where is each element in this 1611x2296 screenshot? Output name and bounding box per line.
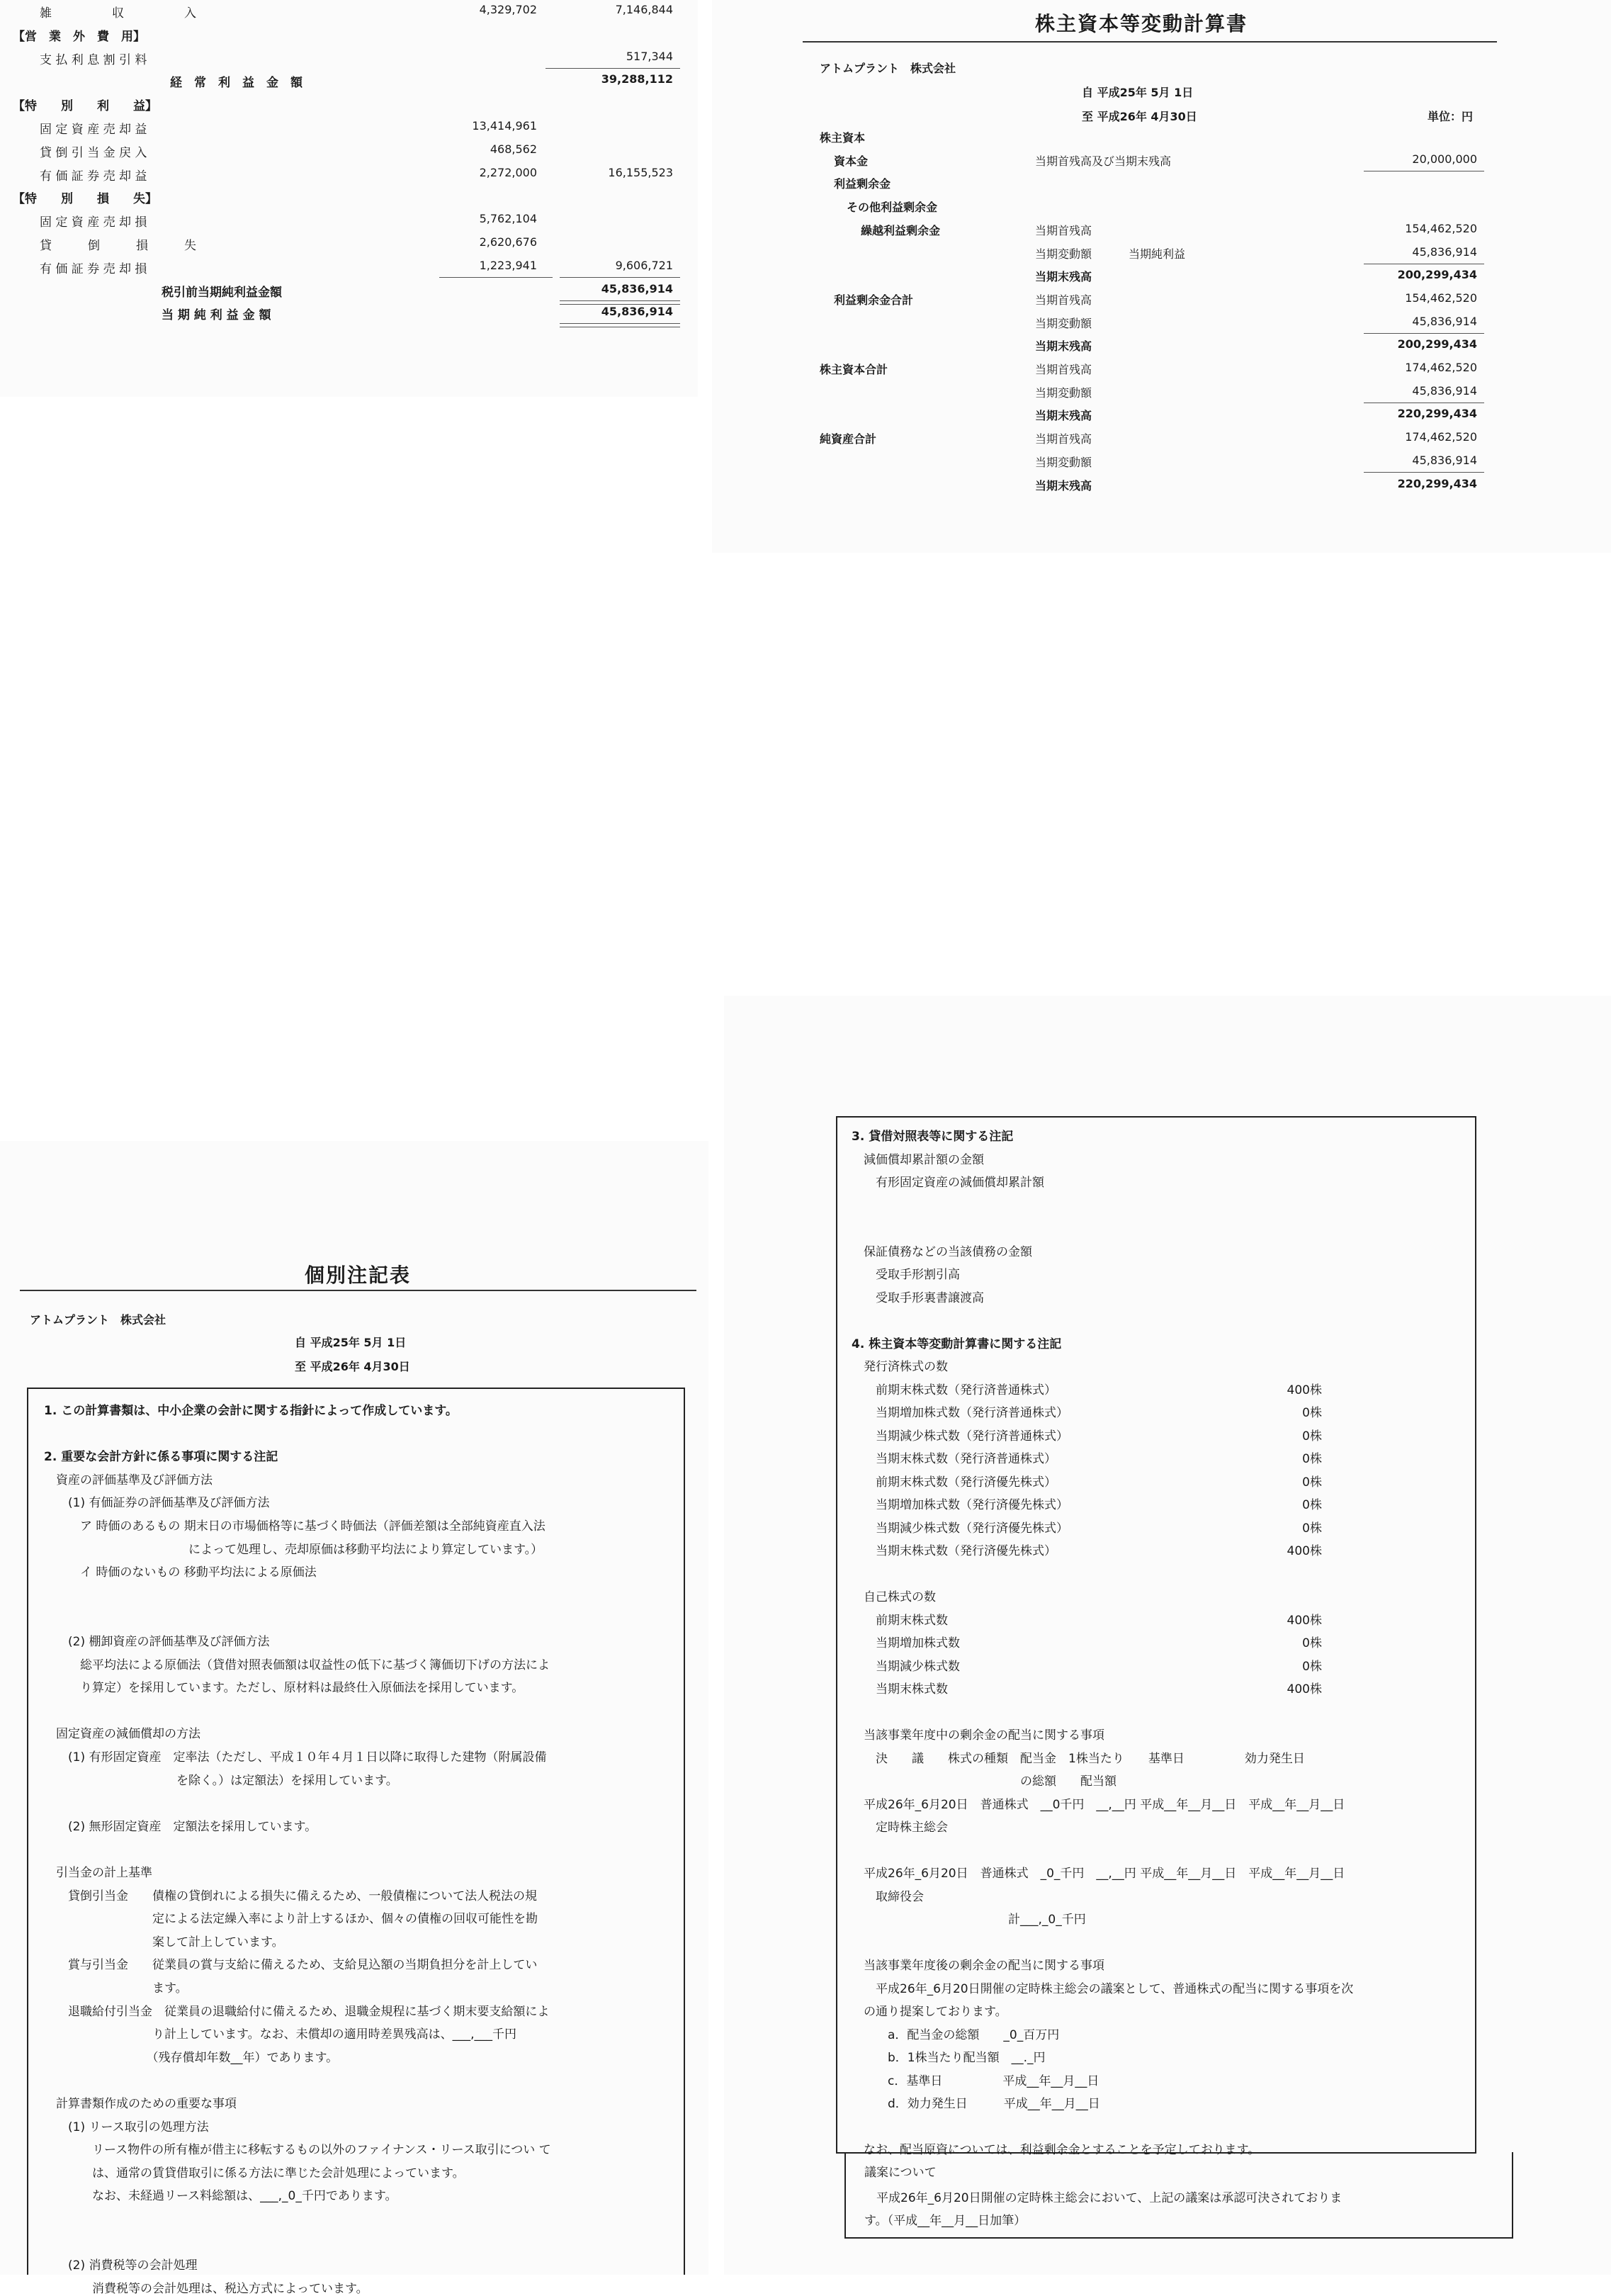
gikai-line-1: 平成26年_6月20日開催の定時株主総会において、上記の議案は承認可決されておりま [864,2191,1342,2205]
notes-continued-line: の通り提案しております。 [852,2005,1007,2019]
pl-label: 固 定 資 産 売 却 損 [40,215,147,230]
pl-label: 貸 倒 引 当 金 戻 入 [40,145,147,160]
notes-continued-line: 当該事業年度中の剰余金の配当に関する事項 [852,1728,1104,1743]
notes-continued-line: 当期増加株式数（発行済優先株式） [852,1498,1068,1512]
notes-line: 資産の評価基準及び評価方法 [44,1473,213,1487]
gikai-box [844,2152,1513,2239]
ss-value: 220,299,434 [1397,407,1477,421]
equity-statement-sheet [712,0,1611,553]
share-count: 0株 [1302,1521,1322,1536]
notes-line: り算定）を採用しています。ただし、原材料は最終仕入原価法を採用しています。 [44,1681,524,1696]
notes-line: (2) 無形固定資産 定額法を採用しています。 [44,1819,317,1834]
share-count: 0株 [1302,1475,1322,1490]
ss-column-label: 当期変動額 [1035,386,1092,400]
notes-continued-line: 受取手形割引高 [852,1268,960,1282]
notes-line: ア 時価のあるもの 期末日の市場価格等に基づく時価法（評価差額は全部純資産直入法 [44,1519,546,1534]
unit-label: 単位：円 [1428,110,1474,123]
notes-line: を除く。）は定額法）を採用しています。 [44,1773,398,1788]
pl-value-2: 9,606,721 [615,258,673,272]
notes-continued-line: 発行済株式の数 [852,1360,948,1374]
ss-column-label: 当期末残高 [1035,339,1092,354]
notes-line: 2. 重要な会計方針に係る事項に関する注記 [44,1450,278,1465]
notes-line: 退職給付引当金 従業員の退職給付に備えるため、退職金規程に基づく期末要支給額によ [44,2004,550,2019]
notes-continued-line: b．1株当たり配当額 __._円 [852,2051,1046,2065]
notes-continued-line: 平成26年_6月20日 普通株式 _0_千円 __,__円 平成__年__月__日 平成__年__月__日 [852,1867,1345,1881]
ss-column-label: 当期首残高 [1035,293,1092,307]
ss-value: 20,000,000 [1412,152,1477,166]
share-count: 400株 [1287,1682,1322,1696]
equity-statement-title: 株主資本等変動計算書 [1035,12,1248,35]
notes-box [27,1388,685,2296]
pl-rule [560,277,680,278]
pl-value-2: 39,288,112 [601,72,673,86]
ss-item: 利益剰余金合計 [834,293,914,307]
notes-continued-line: 有形固定資産の減価償却累計額 [852,1176,1044,1190]
notes-continued-line: 当期末株式数（発行済普通株式） [852,1452,1056,1466]
pl-rule [560,323,680,327]
ss-column-label: 当期末残高 [1035,478,1092,493]
ss-column-label: 当期変動額 [1035,316,1092,330]
ss-item: 純資産合計 [820,432,877,446]
pl-value-2: 45,836,914 [601,305,673,319]
notes-continued-line: 取締役会 [852,1889,924,1904]
ss-value: 220,299,434 [1397,476,1477,490]
notes-period-to: 至 平成26年 4月30日 [295,1360,410,1373]
pl-value-2: 517,344 [626,49,673,63]
ss-value: 200,299,434 [1397,268,1477,282]
period-from: 自 平成25年 5月 1日 [1082,86,1194,99]
notes-continued-line: a．配当金の総額 _0_百万円 [852,2027,1060,2042]
notes-company: アトムプラント 株式会社 [30,1313,166,1327]
pl-label: 【特 別 損 失】 [13,192,157,207]
notes-continued-line: 当期増加株式数（発行済普通株式） [852,1406,1068,1420]
ss-rule [1364,472,1484,473]
pl-label: 固 定 資 産 売 却 益 [40,123,147,137]
notes-continued-sheet [724,996,1611,2275]
ss-column-label: 当期首残高 [1035,432,1092,446]
notes-continued-line: 当期増加株式数 [852,1636,960,1650]
pl-value-1: 2,620,676 [479,235,537,249]
gikai-title: 議案について [864,2166,937,2180]
pl-value-2: 45,836,914 [601,281,673,296]
notes-line: 固定資産の減価償却の方法 [44,1727,200,1742]
pl-value-1: 4,329,702 [479,3,537,16]
notes-line: 消費税等の会計処理は、税込方式によっています。 [44,2281,368,2296]
notes-title: 個別注記表 [305,1264,412,1287]
share-count: 0株 [1302,1659,1322,1674]
share-count: 0株 [1302,1498,1322,1512]
notes-line: 定による法定繰入率により計上するほか、個々の債権の回収可能性を勘 [44,1912,538,1927]
notes-continued-line: の総額 配当額 [852,1774,1117,1789]
notes-continued-line: 当該事業年度後の剰余金の配当に関する事項 [852,1959,1104,1973]
company-name: アトムプラント 株式会社 [820,62,956,75]
notes-continued-line: 前期末株式数（発行済優先株式） [852,1475,1056,1490]
notes-line: によって処理し、売却原価は移動平均法により算定しています。） [44,1542,543,1557]
notes-continued-line: 定時株主総会 [852,1821,948,1835]
notes-period-from: 自 平成25年 5月 1日 [295,1336,407,1349]
ss-value: 45,836,914 [1412,453,1477,467]
share-count: 0株 [1302,1406,1322,1420]
pl-value-1: 468,562 [490,142,537,156]
share-count: 0株 [1302,1636,1322,1650]
notes-line: 貸倒引当金 債権の貸倒れによる損失に備えるため、一般債権について法人税法の規 [44,1889,537,1903]
ss-column-label: 当期末残高 [1035,409,1092,423]
pl-value-1: 5,762,104 [479,212,537,226]
pl-label: 支 払 利 息 割 引 料 [40,52,147,67]
notes-line: 1. この計算書類は、中小企業の会計に関する指針によって作成しています。 [44,1404,458,1418]
notes-continued-line: d．効力発生日 平成__年__月__日 [852,2097,1100,2111]
notes-continued-box [836,1116,1476,2157]
ss-value: 45,836,914 [1412,244,1477,259]
notes-line: り計上しています。なお、未償却の適用時差異残高は、___,___千円 [44,2027,517,2042]
notes-continued-line: なお、配当原資については、利益剰余金とすることを予定しております。 [852,2143,1260,2157]
notes-continued-line: 当期減少株式数 [852,1659,960,1674]
notes-continued-line: 当期末株式数（発行済優先株式） [852,1544,1056,1558]
notes-continued-line: 受取手形裏書譲渡高 [852,1290,984,1305]
pl-label: 当 期 純 利 益 金 額 [162,308,271,323]
ss-column-label: 当期変動額 [1035,247,1092,261]
pl-label: 貸 倒 損 失 [40,239,196,253]
notes-continued-line: 当期末株式数 [852,1682,948,1696]
pl-rule [439,277,553,278]
notes-sheet [0,1141,708,2296]
notes-title-rule [20,1290,696,1291]
gikai-line-2: す。（平成__年__月__日加筆） [864,2214,1027,2228]
notes-line: (2) 棚卸資産の評価基準及び評価方法 [44,1635,270,1649]
pl-label: 有 価 証 券 売 却 益 [40,169,147,184]
ss-item: 利益剰余金 [834,177,891,191]
notes-line: 引当金の計上基準 [44,1866,152,1880]
ss-value: 174,462,520 [1405,430,1477,444]
ss-column-label: 当期首残高 [1035,223,1092,237]
notes-continued-line: 当期減少株式数（発行済優先株式） [852,1521,1068,1536]
share-count: 0株 [1302,1429,1322,1444]
pl-rule [560,300,680,305]
pl-value-2: 16,155,523 [608,165,673,179]
notes-line: なお、未経過リース料総額は、___,_0_千円であります。 [44,2189,397,2204]
notes-line: （残存償却年数__年）であります。 [44,2050,339,2065]
notes-continued-line: 当期減少株式数（発行済普通株式） [852,1429,1068,1444]
notes-continued-line: 保証債務などの当該債務の金額 [852,1244,1032,1259]
notes-continued-line: 自己株式の数 [852,1590,936,1604]
ss-column-label: 当期首残高 [1035,363,1092,376]
ss-rule [1364,333,1484,334]
share-count: 0株 [1302,1452,1322,1466]
ss-value: 154,462,520 [1405,291,1477,305]
notes-line: 計算書類作成のための重要な事項 [44,2097,237,2111]
pl-value-2: 7,146,844 [615,3,673,16]
pl-rule [546,68,680,69]
income-statement-sheet [0,0,698,397]
notes-continued-line: 決 議 株式の種類 配当金 1株当たり 基準日 効力発生日 [852,1751,1305,1766]
ss-item: 株主資本合計 [820,363,888,376]
notes-line: 案して計上しています。 [44,1935,284,1949]
share-count: 400株 [1287,1613,1322,1628]
notes-line: (1) 有価証券の評価基準及び評価方法 [44,1496,270,1511]
pl-value-1: 13,414,961 [472,119,537,133]
pl-label: 経 常 利 益 金 額 [170,76,303,91]
ss-column-label: 当期末残高 [1035,270,1092,284]
notes-continued-line: 平成26年_6月20日 普通株式 __0千円 __,__円 平成__年__月__日 平成__年__月__日 [852,1797,1345,1812]
notes-line: 総平均法による原価法（貸借対照表価額は収益性の低下に基づく簿価切下げの方法によ [44,1658,550,1672]
ss-column-label: 当期首残高及び当期末残高 [1035,154,1172,168]
notes-continued-line: c．基準日 平成__年__月__日 [852,2073,1100,2088]
notes-line: イ 時価のないもの 移動平均法による原価法 [44,1565,317,1580]
notes-continued-line: 前期末株式数 [852,1613,948,1628]
notes-continued-line: 減価償却累計額の金額 [852,1152,984,1167]
notes-continued-line: 4. 株主資本等変動計算書に関する注記 [852,1336,1062,1351]
notes-line: は、通常の賃貸借取引に係る方法に準じた会計処理によっています。 [44,2166,465,2180]
title-rule [803,41,1497,43]
pl-label: 雑 収 入 [40,6,196,21]
notes-line: ます。 [44,1981,188,1996]
notes-line: (1) 有形固定資産 定率法（ただし、平成１０年４月１日以降に取得した建物（附属設備 [44,1750,547,1765]
period-to: 至 平成26年 4月30日 [1082,110,1197,123]
pl-label: 【営 業 外 費 用】 [13,29,145,44]
notes-continued-line: 平成26年_6月20日開催の定時株主総会の議案として、普通株式の配当に関する事項を次 [852,1981,1354,1996]
share-count: 400株 [1287,1383,1322,1397]
ss-item: その他利益剰余金 [847,201,938,215]
pl-label: 【特 別 利 益】 [13,99,157,114]
ss-item: 繰越利益剰余金 [861,223,941,237]
notes-line: 賞与引当金 従業員の賞与支給に備えるため、支給見込額の当期負担分を計上してい [44,1958,538,1973]
ss-value: 200,299,434 [1397,337,1477,351]
share-count: 400株 [1287,1544,1322,1558]
pl-label: 有 価 証 券 売 却 損 [40,261,147,276]
ss-value: 174,462,520 [1405,361,1477,374]
notes-line: (2) 消費税等の会計処理 [44,2258,198,2273]
notes-continued-line: 計___,_0_千円 [852,1913,1086,1927]
notes-line: (1) リース取引の処理方法 [44,2120,209,2134]
ss-value: 45,836,914 [1412,383,1477,398]
ss-sub-label: 当期純利益 [1129,247,1186,261]
ss-item: 株主資本 [820,131,866,145]
notes-continued-line: 3. 貸借対照表等に関する注記 [852,1130,1014,1144]
pl-value-1: 2,272,000 [479,165,537,179]
notes-line: リース物件の所有権が借主に移転するもの以外のファイナンス・リース取引につい て [44,2143,551,2158]
ss-column-label: 当期変動額 [1035,455,1092,469]
pl-value-1: 1,223,941 [479,258,537,272]
notes-continued-line: 前期末株式数（発行済普通株式） [852,1383,1056,1397]
ss-value: 154,462,520 [1405,221,1477,235]
ss-item: 資本金 [834,154,869,168]
pl-label: 税引前当期純利益金額 [162,285,282,300]
ss-value: 45,836,914 [1412,314,1477,328]
